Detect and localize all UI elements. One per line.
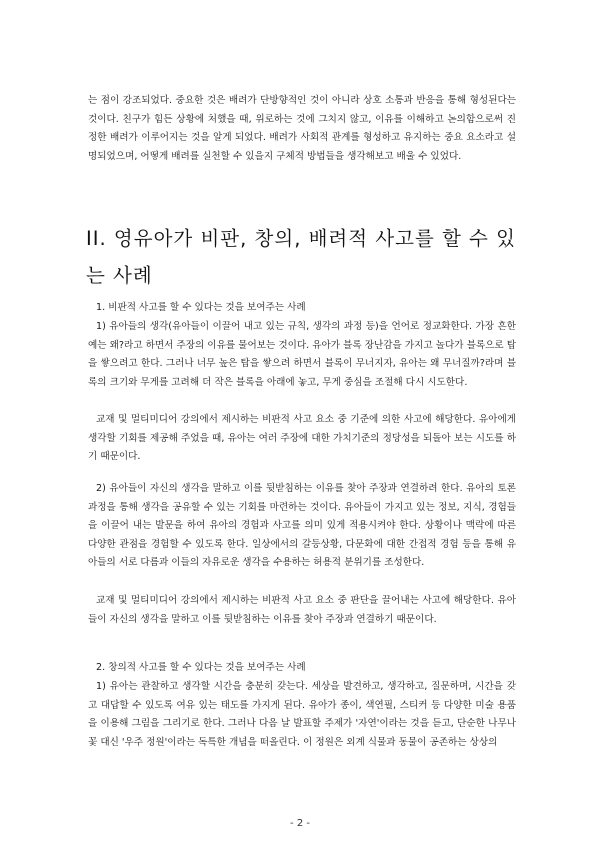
critical-thinking-heading: 1. 비판적 사고를 할 수 있다는 것을 보여주는 사례 (96, 302, 306, 313)
critical-example-1: 1) 유아들의 생각(유아들이 이끌어 내고 있는 규칙, 생각의 과정 등)을 언어로 정교화한다. 가장 흔한 예는 왜?라고 하면서 주장의 이유를 물어보는 것이다. 유아가 블록 장난감을 가지고 놀다가 블록으로 탑을 쌓으려고 한다. 그러나 너무 높은 탑을 쌓으려 하면서 블록이 무너지자, 유아는 왜 무너질까?라며 블록의 크기와 무게를 고려해 더 작은 블록을 아래에 놓고, 무게 중심을 조절해 다시 시도한다. (88, 321, 516, 388)
intro-paragraph: 는 점이 강조되었다. 중요한 것은 배려가 단방향적인 것이 아니라 상호 소통과 반응을 통해 형성된다는 것이다. 친구가 힘든 상황에 처했을 때, 위로하는 것에 그치지 않고, 이유를 이해하고 논의함으로써 진정한 배려가 이루어지는 것을 알게 되었다. 배려가 사회적 관계를 형성하고 유지하는 중요 요소라고 설명되었으며, 어떻게 배려를 실천할 수 있을지 구체적 방법들을 생각해보고 배울 수 있었다. (88, 95, 516, 162)
page-number: - 2 - (290, 818, 310, 829)
creative-thinking-heading: 2. 창의적 사고를 할 수 있다는 것을 보여주는 사례 (96, 662, 306, 673)
critical-example-1-note: 교재 및 멀티미디어 강의에서 제시하는 비판적 사고 요소 중 기준에 의한 사고에 해당한다. 유아에게 생각할 기회를 제공해 주었을 때, 유아는 여러 주장에 대한 가치기준의 정당성을 되돌아 보는 시도를 하기 때문이다. (88, 414, 516, 463)
critical-example-2-note: 교재 및 멀티미디어 강의에서 제시하는 비판적 사고 요소 중 판단을 끌어내는 사고에 해당한다. 유아들이 자신의 생각을 말하고 이를 뒷받침하는 이유를 찾아 주장과 연결하기 때문이다. (88, 595, 516, 625)
creative-example-1: 1) 유아는 관찰하고 생각할 시간을 충분히 갖는다. 세상을 발견하고, 생각하고, 질문하며, 시간을 갖고 대답할 수 있도록 여유 있는 태도를 가지게 된다. 유아가 종이, 색연필, 스티커 등 다양한 미술 용품을 이용해 그림을 그리기로 한다. 그러나 다음 날 발표할 주제가 '자연'이라는 것을 듣고, 단순한 나무나 꽃 대신 '우주 정원'이라는 독특한 개념을 떠올린다. 이 정원은 외계 식물과 동물이 공존하는 상상의 (88, 681, 516, 748)
section-title: II. 영유아가 비판, 창의, 배려적 사고를 할 수 있는 사례 (86, 227, 516, 287)
critical-example-2: 2) 유아들이 자신의 생각을 말하고 이를 뒷받침하는 이유를 찾아 주장과 연결하려 한다. 유아의 토론 과정을 통해 생각을 공유할 수 있는 기회를 마련하는 것이다. 유아들이 가지고 있는 정보, 지식, 경험들을 이끌어 내는 발문을 하여 유아의 경험과 사고를 의미 있게 적용시켜야 한다. 상황이나 맥락에 따른 다양한 관점을 경험할 수 있도록 한다. 일상에서의 갈등상황, 다문화에 대한 간접적 경험 등을 통해 유아들의 서로 다름과 이들의 자유로운 생각을 수용하는 허용적 분위기를 조성한다. (88, 483, 516, 569)
